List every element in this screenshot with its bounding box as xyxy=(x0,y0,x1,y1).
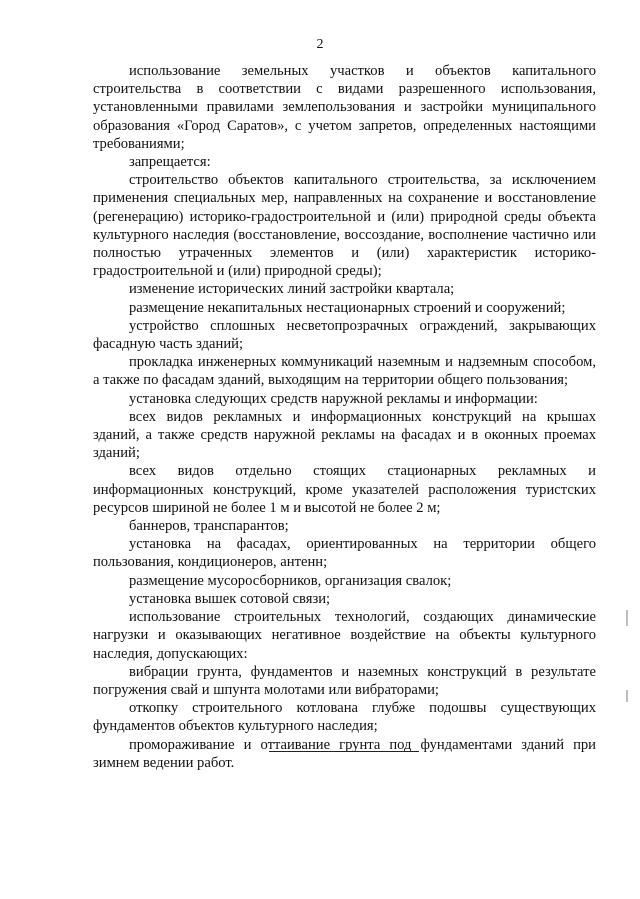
paragraph-cell-towers: установка вышек сотовой связи; xyxy=(129,590,331,607)
paragraph-temporary-structures: размещение некапитальных нестационарных строений и сооружений; xyxy=(129,299,566,316)
document-body xyxy=(93,62,596,772)
paragraph-construction-tech: использование строительных технологий, создающих динамические нагрузки и оказывающих негативное воздействие на объекты культурного наследия, допускающих: xyxy=(93,609,596,662)
paragraph-waste-containers: размещение мусоросборников, организация свалок; xyxy=(129,572,452,589)
paragraph-air-conditioners: установка на фасадах, ориентированных на территории общего пользования, кондиционеров, антенн; xyxy=(93,536,596,571)
scan-edge-mark xyxy=(626,690,628,702)
paragraph-prohibited-heading: запрещается: xyxy=(129,154,211,171)
paragraph-land-use: использование земельных участков и объектов капитального строительства в соответствии с видами разрешенного использования, установленными правилами землепользования и застройки муниципального образования «Город Саратов», с учетом запретов, определенных настоящими требованиями; xyxy=(93,63,596,152)
paragraph-freestanding-advertising: всех видов отдельно стоящих стационарных рекламных и информационных конструкций, кроме указателей расположения туристских ресурсов шириной не более 1 м и высотой не более 2 м; xyxy=(93,463,596,516)
closing-divider-line xyxy=(269,751,419,752)
scan-edge-mark xyxy=(626,610,628,626)
paragraph-vibrations: вибрации грунта, фундаментов и наземных конструкций в результате погружения свай и шпунта молотами или вибраторами; xyxy=(93,663,596,698)
paragraph-solid-fences: устройство сплошных несветопрозрачных ограждений, закрывающих фасадную часть зданий; xyxy=(93,317,596,353)
paragraph-freezing: промораживание и оттаивание грунта под фундаментами зданий при зимнем ведении работ. xyxy=(93,736,596,771)
paragraph-excavation: откопку строительного котлована глубже подошвы существующих фундаментов объектов культурного наследия; xyxy=(93,700,596,735)
paragraph-roof-advertising: всех видов рекламных и информационных конструкций на крышах зданий, а также средств наружной рекламы на фасадах и в оконных проемах зданий; xyxy=(93,408,596,462)
paragraph-advertising-heading: установка следующих средств наружной рекламы и информации: xyxy=(129,390,538,407)
paragraph-building-lines: изменение исторических линий застройки квартала; xyxy=(129,281,455,298)
paragraph-utility-lines: прокладка инженерных коммуникаций наземным и надземным способом, а также по фасадам зданий, выходящим на территории общего пользования; xyxy=(93,354,596,389)
paragraph-construction-ban: строительство объектов капитального строительства, за исключением применения специальных мер, направленных на сохранение и восстановление (регенерацию) историко-градостроительной и (или) природной среды объекта культурного наследия (восстановление, воссоздание, восполнение частично или полностью утраченных элементов и (или) характеристик историко-градостроительной и (или) природной среды); xyxy=(93,172,596,280)
paragraph-banners: баннеров, транспарантов; xyxy=(129,518,289,535)
page-number: 2 xyxy=(316,37,324,52)
